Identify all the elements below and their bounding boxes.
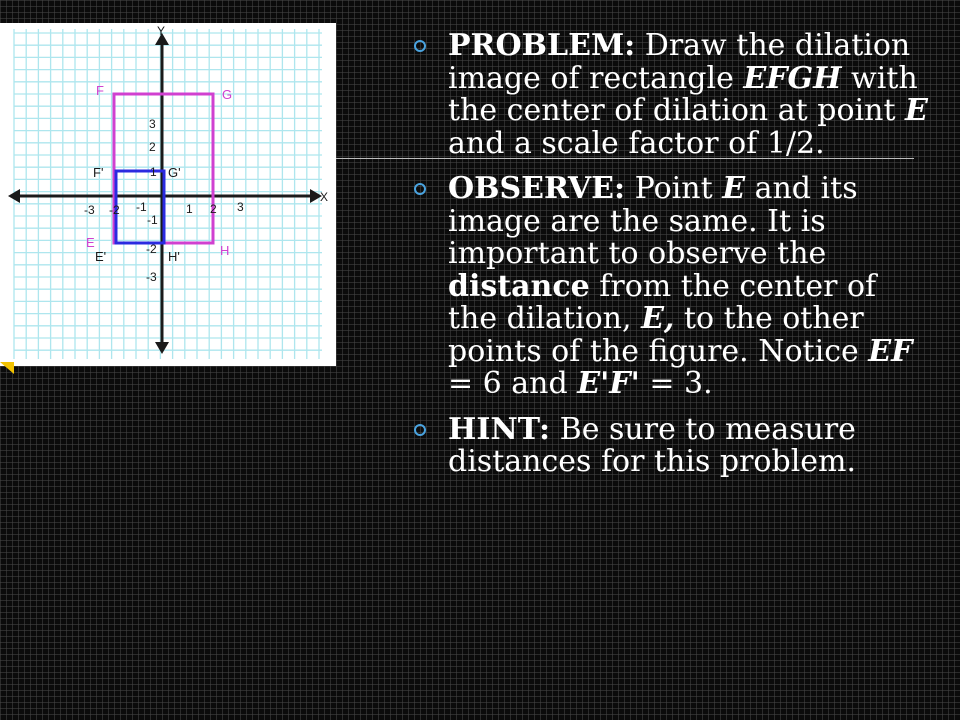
x-tick-neg3: -3 [84,203,95,217]
x-tick-neg1: -1 [136,200,147,214]
problem-rect-name: EFGH [743,60,842,96]
circle-bullet-icon [414,183,426,195]
y-tick-pos2: 2 [149,140,156,154]
point-label-h-prime: H' [168,249,180,264]
x-tick-pos3: 3 [237,200,244,214]
y-axis-arrow-bottom [155,342,169,354]
observe-text: and its image are the same. It is important to observe the [448,171,858,271]
point-label-e: E [86,235,95,250]
x-tick-pos2: 2 [210,202,217,216]
hint-label: HINT: [448,411,551,447]
circle-bullet-icon [414,40,426,52]
coordinate-graph [0,23,336,366]
problem-point-e: E [905,93,928,128]
problem-text: with the center of dilation at point [448,60,918,128]
y-tick-neg1: -1 [147,213,158,227]
problem-label: PROBLEM: [448,28,636,63]
bullet-hint [414,411,934,479]
y-tick-pos1: 1 [150,165,157,179]
y-axis-label: Y [157,24,166,38]
y-tick-neg3: -3 [146,270,157,284]
observe-text: Point [625,171,723,206]
observe-label: OBSERVE: [448,171,626,206]
bullet-problem [414,30,934,160]
observe-point-e: E [722,171,746,206]
point-label-g-prime: G' [168,165,181,180]
point-label-f: F [96,83,104,98]
observe-text: = 6 and [448,366,578,401]
text-panel [414,30,934,492]
observe-text: = 3. [639,366,713,401]
observe-segment-efprime: E'F' [577,366,640,401]
observe-text: to the other points of the figure. Notice [448,301,869,369]
x-tick-neg2: -2 [109,203,120,217]
problem-text: and a scale factor of 1/2. [448,125,825,161]
yellow-accent-shape [0,362,14,374]
observe-segment-ef: EF [868,333,913,369]
point-label-g: G [222,87,233,102]
x-axis-label: X [320,190,329,204]
observe-text: from the center of the dilation, [448,268,877,336]
circle-bullet-icon [414,424,426,436]
graph-canvas [0,23,336,366]
point-label-e-prime: E' [95,249,107,264]
problem-text: Draw the dilation image of rectangle [448,28,911,96]
y-tick-pos3: 3 [149,117,156,131]
observe-distance: distance [448,268,590,304]
point-label-h: H [220,243,230,258]
x-tick-pos1: 1 [186,202,193,216]
bullet-observe [414,173,934,401]
grid-lines [14,29,322,359]
y-tick-neg2: -2 [146,242,157,256]
observe-center-e: E, [641,301,675,336]
hint-text: Be sure to measure distances for this problem. [448,411,857,479]
point-label-f-prime: F' [93,165,104,180]
